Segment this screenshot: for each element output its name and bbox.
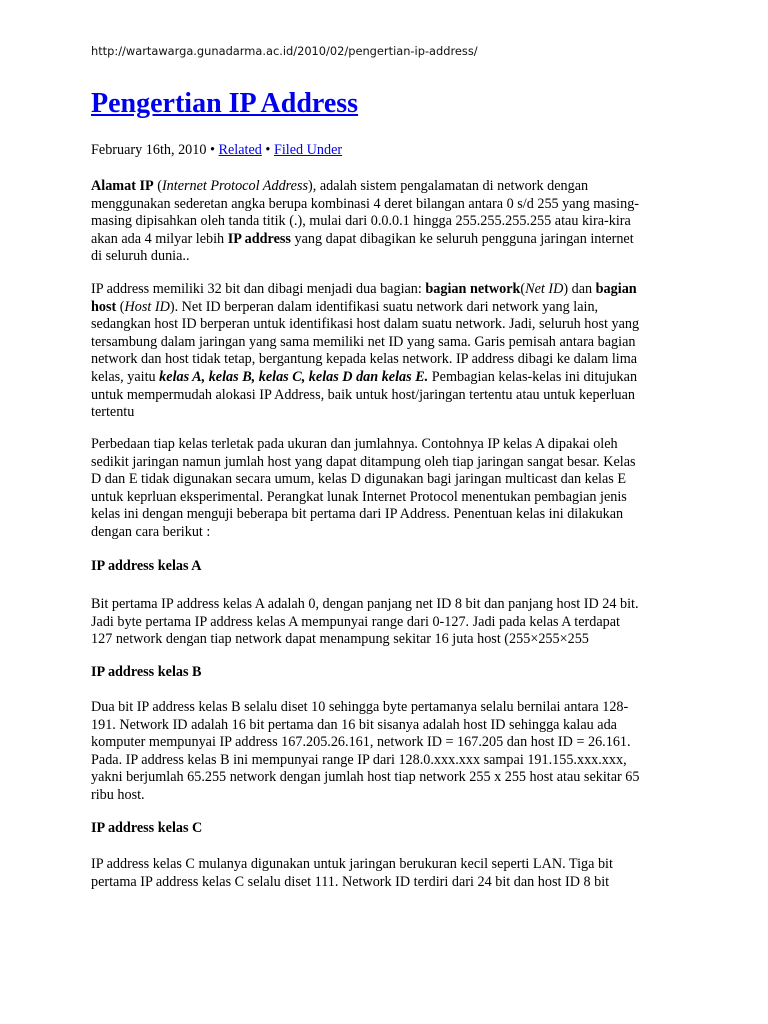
heading-class-b: IP address kelas B [91,664,202,680]
text-line: pertama IP address kelas C selalu diset 111. Network ID terdiri dari 24 bit dan host ID 8 bit [91,873,610,890]
bold-italic-term: kelas A, kelas B, kelas C, kelas D dan kelas E. [159,368,429,385]
text-line: ribu host. [91,786,145,803]
text-line: Alamat IP (Internet Protocol Address), adalah sistem pengalamatan di network dengan [91,178,589,194]
text-line: Perbedaan tiap kelas terletak pada ukuran dan jumlahnya. Contohnya IP kelas A dipakai oleh [91,436,618,452]
related-link[interactable]: Related [218,142,262,158]
text-line: sedikit jaringan namun jumlah host yang dapat ditampung oleh tiap jaringan sangat besar. Kelas [91,453,636,470]
text-line: sedangkan host ID berperan untuk identifikasi host dalam suatu network. Jadi, seluruh host yang [91,316,640,333]
bold-term: bagian network [425,281,521,297]
article-meta [91,142,342,159]
class-a-paragraph [91,596,691,649]
intro-paragraph [91,178,691,266]
text-line: D dan E tidak digunakan secara umum, kelas D digunakan bagi jaringan multicast dan kelas E [91,471,627,488]
italic-term: Host ID [124,298,170,315]
text-line: masing dipisahkan oleh tanda titik (.), mulai dari 0.0.0.1 hingga 255.255.255.255 atau kira-kira [91,213,631,230]
class-c-paragraph [91,856,691,891]
text-line: akan ada 4 milyar lebih IP address yang dapat dibagikan ke seluruh pengguna jaringan internet [91,230,634,247]
text-line: Dua bit IP address kelas B selalu diset 10 sehingga byte pertamanya selalu bernilai antara 128- [91,699,629,715]
text-line: IP address kelas C mulanya digunakan untuk jaringan berukuran kecil seperti LAN. Tiga bit [91,856,613,872]
text-line: kelas, yaitu kelas A, kelas B, kelas C, kelas D dan kelas E. Pembagian kelas-kelas ini ditujukan [91,368,638,385]
bold-term: IP address [227,230,291,247]
text-line: untuk mempermudah alokasi IP Address, baik untuk host/jaringan tertentu atau untuk keperluan [91,386,635,403]
heading-class-c: IP address kelas C [91,820,203,836]
text-line: host (Host ID). Net ID berperan dalam identifikasi suatu network dari network yang lain, [91,298,599,315]
article-title-link[interactable]: Pengertian IP Address [91,88,359,119]
italic-term: Internet Protocol Address [161,178,308,194]
text-line: tersambung dalam jaringan yang sama memiliki net ID yang sama. Garis pemisah antara bagian [91,333,636,350]
text-line: untuk keprluan eksperimental. Perangkat lunak Internet Protocol menentukan pembagian jenis [91,488,627,505]
class-difference-paragraph [91,436,691,542]
text-line: Pada. IP address kelas B ini mempunyai range IP dari 128.0.xxx.xxx sampai 191.155.xxx.xxx, [91,751,627,768]
network-host-paragraph [91,281,691,422]
class-b-paragraph [91,699,691,805]
meta-separator: • [261,142,274,158]
heading-class-a: IP address kelas A [91,558,202,574]
filed-under-link[interactable]: Filed Under [273,142,343,158]
text-line: network dan host tidak tetap, bergantung kepada kelas network. IP address dibagi ke dalam lima [91,351,638,368]
italic-term: Net ID [525,281,564,297]
text-line: 191. Network ID adalah 16 bit pertama dan 16 bit sisanya adalah host ID sehingga kalau ada [91,716,617,733]
text-line: tertentu [91,404,135,421]
text-line: IP address memiliki 32 bit dan dibagi menjadi dua bagian: bagian network(Net ID) dan bagian [91,281,637,297]
post-date: February 16th, 2010 [91,142,207,158]
bold-term: bagian [595,281,637,297]
text-line: Bit pertama IP address kelas A adalah 0, dengan panjang net ID 8 bit dan panjang host ID 24 bit. [91,596,639,612]
text-line: di seluruh dunia.. [91,248,190,265]
bold-term: Alamat IP [91,178,154,194]
text-line: menggunakan sederetan angka berupa kombinasi 4 deret bilangan antara 0 s/d 255 yang masing- [91,195,640,212]
text-line: komputer mempunyai IP address 167.205.26.161, network ID = 167.205 dan host ID = 26.161. [91,734,631,751]
text-line: kelas ini dengan menguji beberapa bit pertama dari IP Address. Penentuan kelas ini dilakukan [91,506,624,523]
text-line: 127 network dengan tiap network dapat menampung sekitar 16 juta host (255×255×255 [91,631,589,648]
text-line: yakni berjumlah 65.255 network dengan jumlah host tiap network 255 x 255 host atau sekitar 65 [91,769,640,786]
bold-term: host [91,298,117,315]
source-url: http://wartawarga.gunadarma.ac.id/2010/02/pengertian-ip-address/ [91,44,478,58]
text-line: Jadi byte pertama IP address kelas A mempunyai range dari 0-127. Jadi pada kelas A terdapat [91,613,620,630]
meta-separator: • [206,142,219,158]
text-line: dengan cara berikut : [91,523,211,540]
